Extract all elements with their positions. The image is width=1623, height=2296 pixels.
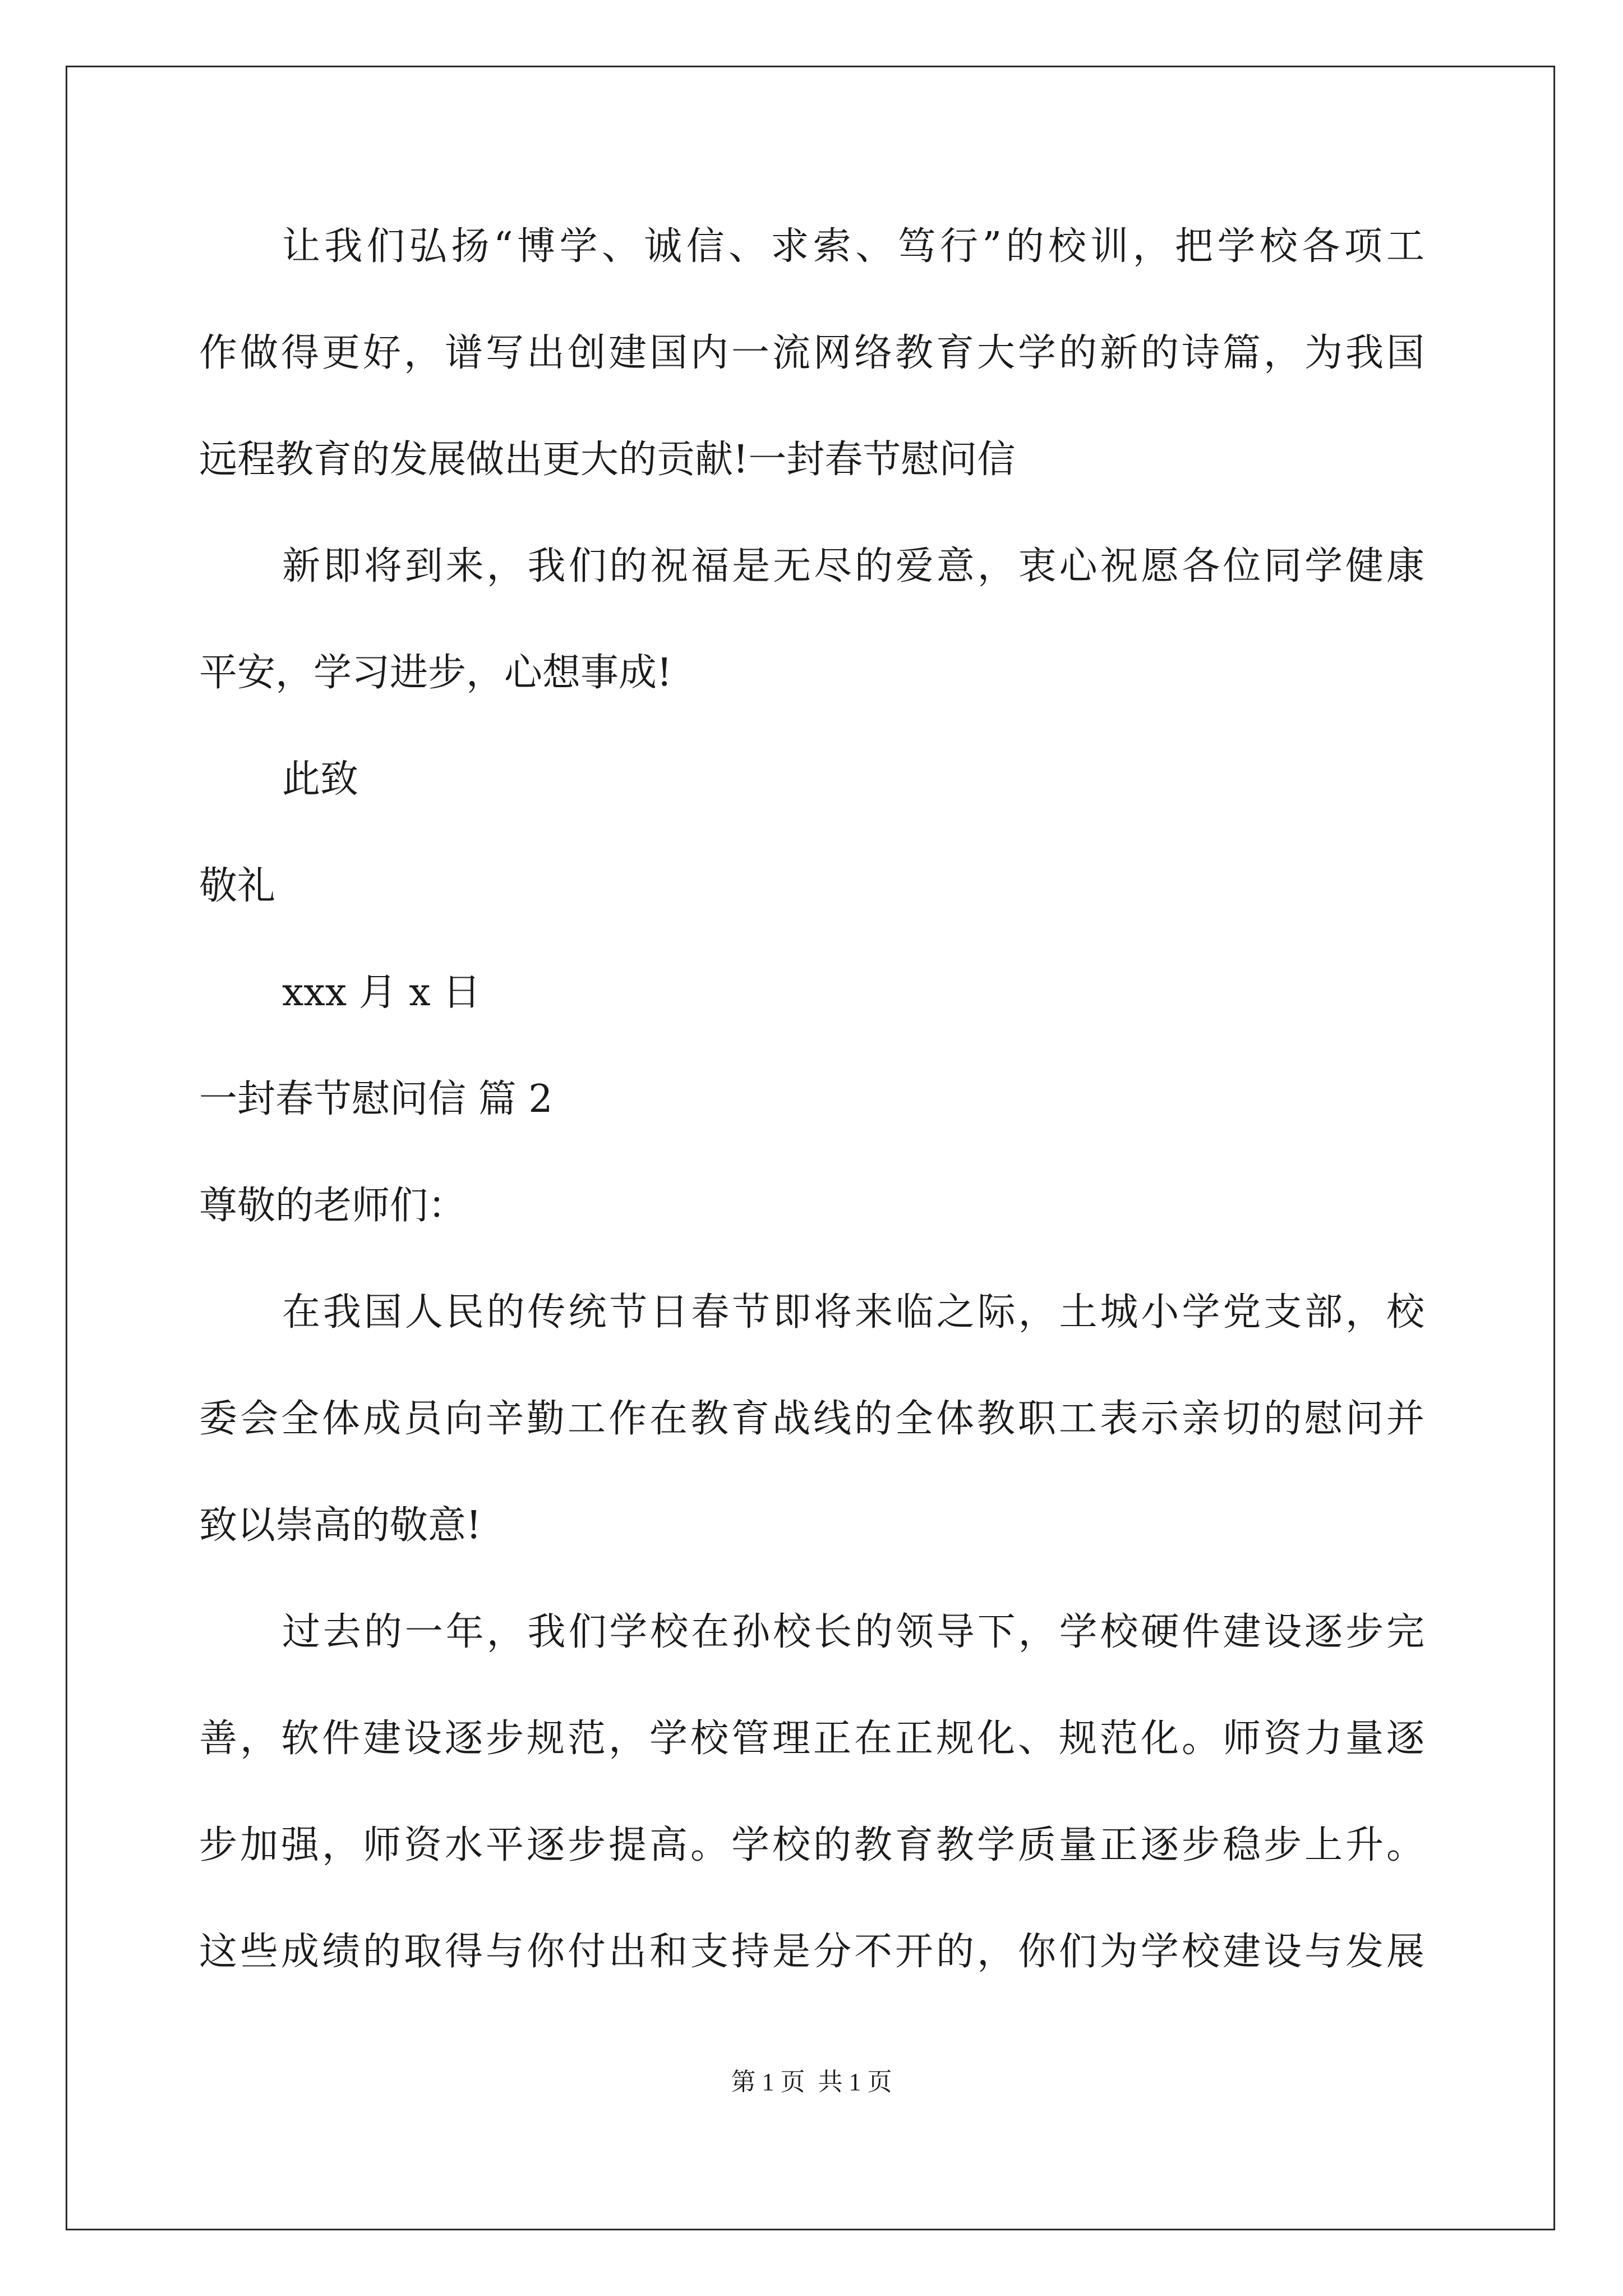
paragraph-line: 在我国人民的传统节日春节即将来临之际，土城小学党支部，校 — [282, 1290, 1424, 1335]
paragraph-line: 平安，学习进步，心想事成! — [199, 651, 672, 695]
paragraph-line: 委会全体成员向辛勤工作在教育战线的全体教职工表示亲切的慰问并 — [199, 1397, 1424, 1441]
closing-regards: 敬礼 — [199, 864, 276, 908]
paragraph-line: 作做得更好，谱写出创建国内一流网络教育大学的新的诗篇，为我国 — [199, 331, 1424, 375]
paragraph-line: 过去的一年，我们学校在孙校长的领导下，学校硬件建设逐步完 — [282, 1610, 1424, 1654]
paragraph-line: 善，软件建设逐步规范，学校管理正在正规化、规范化。师资力量逐 — [199, 1717, 1424, 1761]
paragraph-line: 这些成绩的取得与你付出和支持是分不开的，你们为学校建设与发展 — [199, 1930, 1424, 1974]
paragraph-line: 致以崇高的敬意! — [199, 1503, 482, 1548]
paragraph-line: 远程教育的发展做出更大的贡献!一封春节慰问信 — [199, 438, 1016, 482]
page-footer — [0, 2065, 1623, 2099]
paragraph-line: 让我们弘扬“博学、诚信、求索、笃行”的校训，把学校各项工 — [282, 224, 1424, 269]
section-title: 一封春节慰问信 篇 2 — [199, 1077, 553, 1121]
closing-salutation: 此致 — [282, 757, 359, 802]
page-number: 第 1 页 — [731, 2068, 805, 2096]
paragraph-line: 新即将到来，我们的祝福是无尽的爱意，衷心祝愿各位同学健康 — [282, 544, 1424, 588]
page-frame — [66, 66, 1555, 2230]
page-total: 共 1 页 — [818, 2068, 892, 2096]
date-line: xxx 月 x 日 — [282, 970, 481, 1015]
paragraph-line: 步加强，师资水平逐步提高。学校的教育教学质量正逐步稳步上升。 — [199, 1823, 1424, 1867]
greeting: 尊敬的老师们： — [199, 1184, 467, 1228]
